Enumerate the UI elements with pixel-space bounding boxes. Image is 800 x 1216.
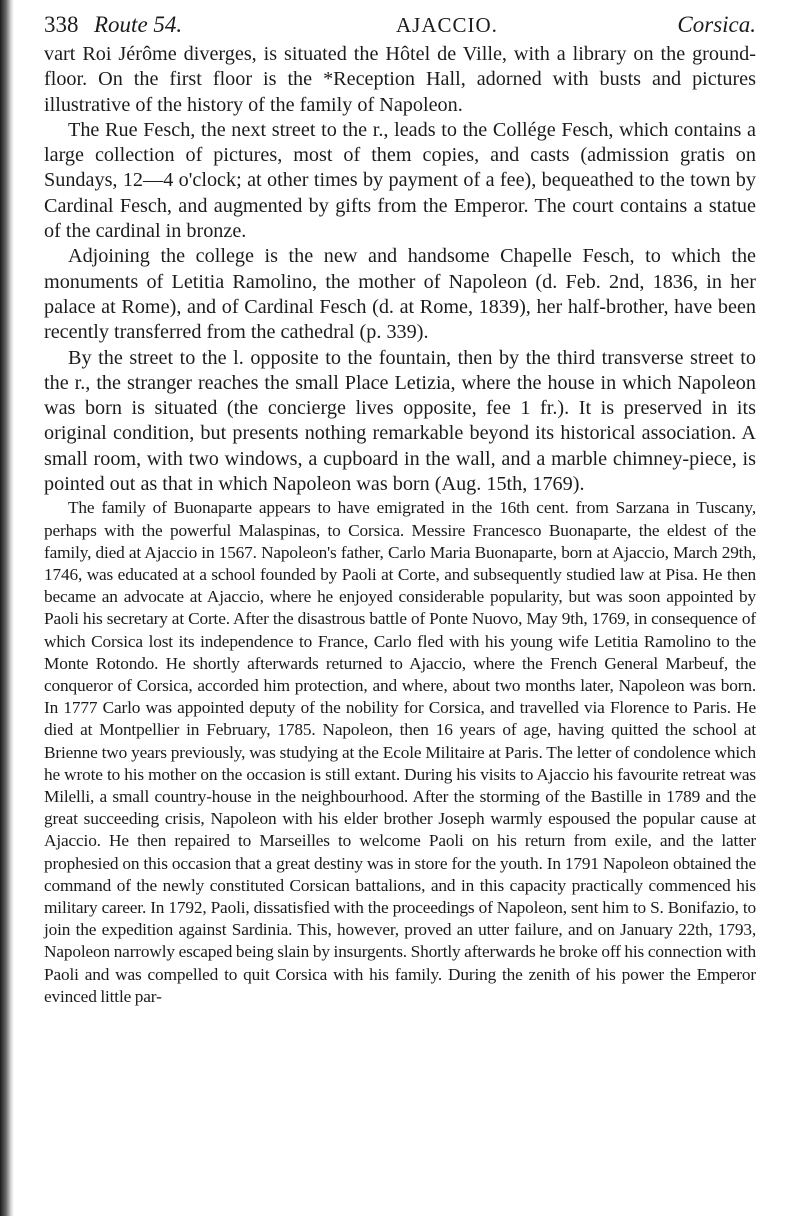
historical-note: The family of Buonaparte appears to have emigrated in the 16th cent. from Sarzana in Tuscany, perhaps with the powerful Malaspinas, to Corsica. Messire Francesco Buonaparte, the eldest of the family, died at Ajaccio in 1567. Napoleon's father, Carlo Maria Buonaparte, born at Ajaccio, March 29th, 1746, was educated at a school founded by Paoli at Corte, and subsequently studied law at Pisa. He then became an advocate at Ajaccio, where he enjoyed considerable popularity, but was soon appointed by Paoli his secretary at Corte. After the disastrous battle of Ponte Nuovo, May 9th, 1769, in consequence of which Corsica lost its independence to France, Carlo fled with his young wife Letitia Ramolino to the Monte Rotondo. He shortly afterwards returned to Ajaccio, where the French General Marbeuf, the conqueror of Corsica, accorded him protection, and where, about two months later, Napoleon was born. In 1777 Carlo was appointed deputy of the nobility for Corsica, and travelled via Florence to Paris. He died at Montpellier in February, 1785. Napoleon, then 16 years of age, having quitted the school at Brienne two years previously, was studying at the Ecole Militaire at Paris. The letter of condolence which he wrote to his mother on the occasion is still extant. During his visits to Ajaccio his favourite retreat was Milelli, a small country-house in the neighbourhood. After the storming of the Bastille in 1789 and the great succeeding crisis, Napoleon with his elder brother Joseph warmly espoused the popular cause at Ajaccio. He then repaired to Marseilles to welcome Paoli on his return from exile, and the latter prophesied on this occasion that a great destiny was in store for the youth. In 1791 Napoleon obtained the command of the newly constituted Corsican battalions, and in this capacity practically commenced his military career. In 1792, Paoli, dissatisfied with the proceedings of Napoleon, sent him to S. Bonifazio, to join the expedition against Sardinia. This, however, proved an utter failure, and on January 22th, 1793, Napoleon narrowly escaped being slain by insurgents. Shortly afterwards he broke off his connection with Paoli and was compelled to quit Corsica with his family. During the zenith of his power the Emperor evinced little par-: [44, 498, 756, 1006]
paragraph-rue-fesch: The Rue Fesch, the next street to the r., leads to the Collége Fesch, which contains a large collection of pictures, most of them copies, and casts (admission gratis on Sundays, 12—4 o'clock; at other times by payment of a fee), bequeathed to the town by Cardinal Fesch, and augmented by gifts from the Emperor. The court contains a statue of the cardinal in bronze.: [44, 118, 756, 243]
running-head: Route 54.: [94, 12, 183, 37]
paragraph-hotel-de-ville: vart Roi Jérôme diverges, is situated the Hôtel de Ville, with a library on the ground-floor. On the first floor is the *Reception Hall, adorned with busts and pictures illustrative of the history of the family of Napoleon.: [44, 43, 756, 116]
paragraph-place-letizia: By the street to the l. opposite to the fountain, then by the third transverse street to the r., the stranger reaches the small Place Letizia, where the house in which Napoleon was born is situated (the concierge lives opposite, fee 1 fr.). It is preserved in its original condition, but presents nothing remarkable beyond its historical association. A small room, with two windows, a cupboard in the wall, and a marble chimney-piece, is pointed out as that in which Napoleon was born (Aug. 15th, 1769).: [44, 346, 756, 496]
city-heading: AJACCIO.: [396, 13, 498, 37]
page-header: [44, 8, 756, 42]
page-number: 338: [44, 12, 79, 37]
paragraph-chapelle-fesch: Adjoining the college is the new and handsome Chapelle Fesch, to which the monuments of Letitia Ramolino, the mother of Napoleon (d. Feb. 2nd, 1836, in her palace at Rome), and of Cardinal Fesch (d. at Rome, 1839), her half-brother, have been recently transferred from the cathedral (p. 339).: [44, 245, 756, 344]
page-body: [44, 42, 756, 1008]
region-heading: Corsica.: [677, 12, 756, 37]
scanned-page-edge: [0, 0, 14, 1216]
